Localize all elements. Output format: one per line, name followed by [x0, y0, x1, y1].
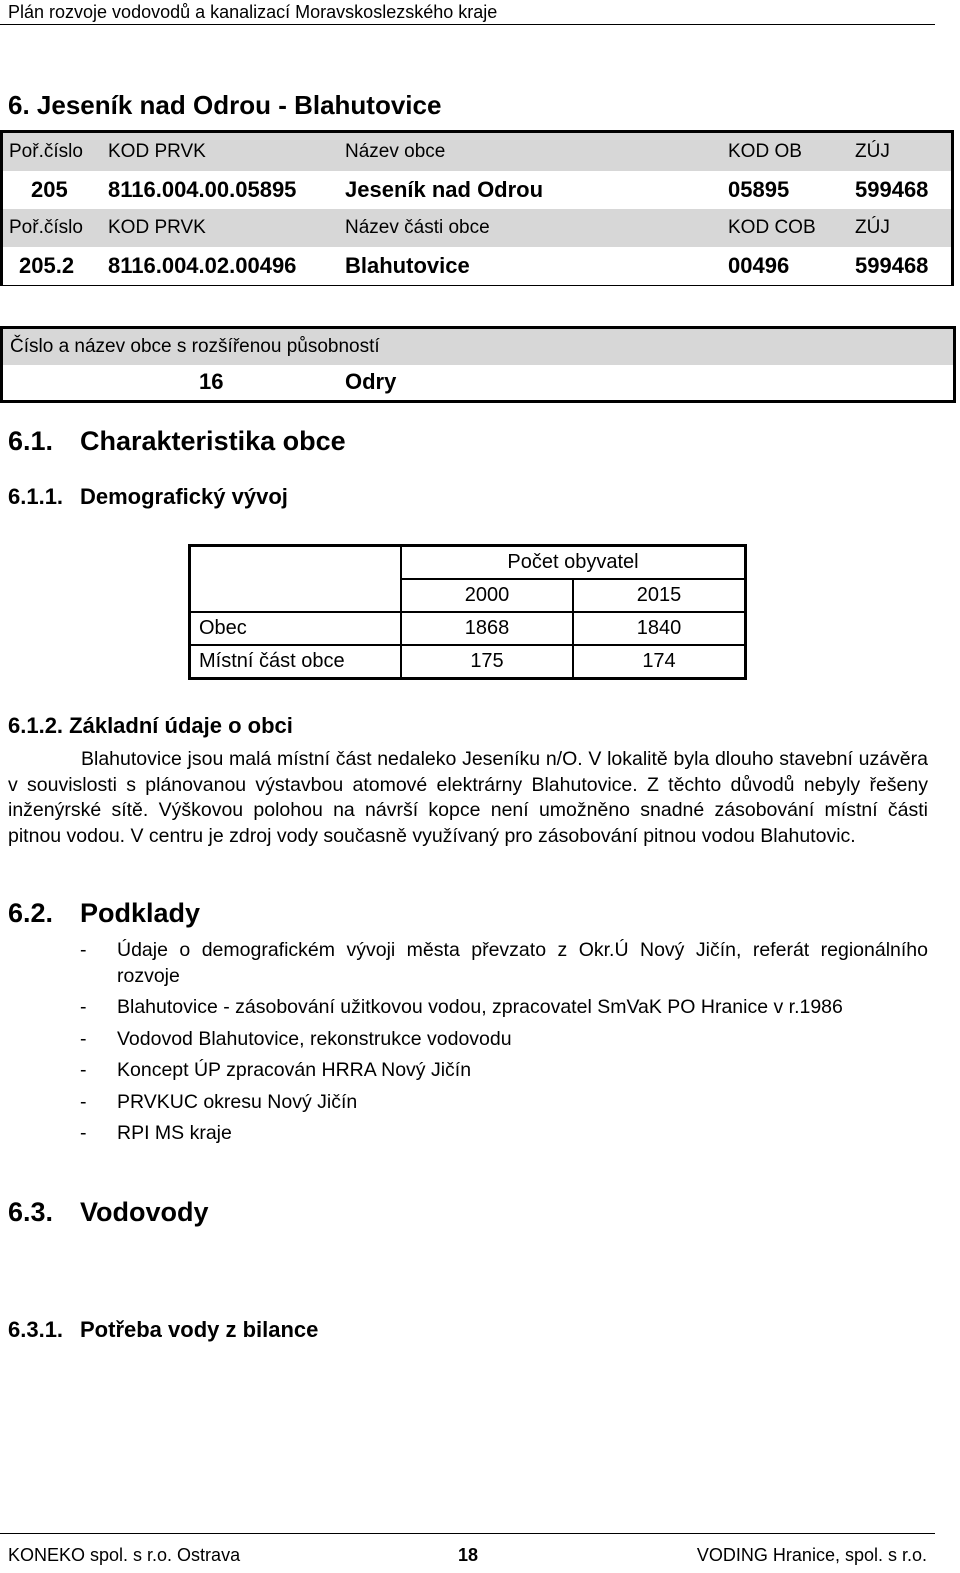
heading-6-3-1 [8, 1317, 319, 1343]
list-item [80, 1121, 928, 1147]
orp-label-row [3, 329, 953, 365]
year-2015: 2015 [573, 579, 746, 612]
source-item-text: Údaje o demografickém vývoji města převzato z Okr.Ú Nový Jičín, referát regionálního rozvoje [117, 939, 928, 987]
header-divider [0, 24, 935, 25]
footer-page-number: 18 [458, 1545, 479, 1565]
obec-2000: 1868 [401, 612, 573, 645]
list-dash: - [80, 939, 87, 961]
source-item-text: Koncept ÚP zpracován HRRA Nový Jičín [117, 1059, 472, 1081]
basic-info-paragraph [8, 747, 928, 849]
heading-6-2 [8, 898, 201, 929]
value-por-cislo: 205 [31, 177, 68, 202]
value-kod-prvk: 8116.004.00.05895 [108, 177, 297, 202]
list-item [80, 1090, 928, 1116]
heading-6-2-number: 6.2. [8, 898, 54, 928]
list-item [80, 938, 928, 989]
orp-label: Číslo a název obce s rozšířenou působností [10, 336, 380, 357]
list-dash: - [80, 1090, 87, 1113]
orp-box [0, 326, 956, 403]
heading-6-1-2: 6.1.2. Základní údaje o obci [8, 713, 293, 738]
section-title: 6. Jeseník nad Odrou - Blahutovice [8, 90, 442, 120]
row-label-obec: Obec [190, 612, 402, 645]
label-kod-ob: KOD OB [728, 141, 802, 162]
list-dash: - [80, 996, 87, 1018]
label-nazev-obce: Název obce [345, 141, 446, 162]
table-row [190, 645, 746, 679]
identification-table [0, 130, 954, 286]
heading-6-3-1-title: Potřeba vody z bilance [80, 1317, 319, 1342]
id-label-row-2 [3, 209, 951, 247]
id-label-row-1 [3, 133, 951, 171]
document-header-title: Plán rozvoje vodovodů a kanalizací Moravskoslezského kraje [8, 2, 498, 22]
heading-6-3-1-number: 6.3.1. [8, 1317, 64, 1342]
footer-left: KONEKO spol. s r.o. Ostrava [8, 1545, 241, 1565]
obec-2015: 1840 [573, 612, 746, 645]
source-item-text: Blahutovice - zásobování užitkovou vodou, zpracovatel SmVaK PO Hranice v r.1986 [117, 996, 843, 1018]
list-dash: - [80, 1059, 87, 1081]
list-dash: - [80, 1027, 87, 1050]
heading-6-1-1-title: Demografický vývoj [80, 484, 288, 509]
heading-6-1-1-number: 6.1.1. [8, 484, 64, 509]
id-value-row-1 [3, 171, 951, 209]
list-dash: - [80, 1122, 87, 1144]
value-por-cislo-2: 205.2 [19, 253, 75, 278]
population-table-corner [190, 546, 402, 613]
label-kod-prvk-2: KOD PRVK [108, 217, 206, 238]
orp-number: 16 [199, 369, 224, 394]
source-item-text: PRVKUC okresu Nový Jičín [117, 1090, 358, 1113]
row-label-mistni-cast: Místní část obce [190, 645, 402, 679]
heading-6-1-1 [8, 484, 288, 510]
footer-divider [0, 1533, 935, 1534]
heading-6-3 [8, 1197, 209, 1228]
population-table-header-row [190, 546, 746, 580]
label-zuj-2: ZÚJ [855, 217, 890, 238]
table-row [190, 612, 746, 645]
heading-6-3-title: Vodovody [80, 1197, 209, 1227]
label-por-cislo-2: Poř.číslo [9, 217, 83, 238]
population-table [188, 544, 747, 680]
list-item [80, 995, 928, 1021]
heading-6-1 [8, 426, 346, 457]
label-kod-cob: KOD COB [728, 217, 816, 238]
value-nazev-obce: Jeseník nad Odrou [345, 177, 544, 202]
mistni-cast-2015: 174 [573, 645, 746, 679]
year-2000: 2000 [401, 579, 573, 612]
basic-info-text: Blahutovice jsou malá místní část nedaleko Jeseníku n/O. V lokalitě byla dlouho stavební uzávěra v souvislosti s plánovanou výstavbou atomové elektrárny Blahutovice. Z těchto důvodů nebyly řešeny inženýrské sítě. Výškovou polohou na návrší kopce není umožněno snadné zásobování místní části pitnou vodou. V centru je zdroj vody současně využívaný pro zásobování pitnou vodou Blahutovic. [8, 748, 928, 847]
value-kod-cob: 00496 [728, 253, 790, 278]
value-nazev-casti-obce: Blahutovice [345, 253, 470, 278]
label-zuj: ZÚJ [855, 141, 890, 162]
mistni-cast-2000: 175 [401, 645, 573, 679]
list-item [80, 1058, 928, 1084]
list-item [80, 1027, 928, 1053]
heading-6-1-number: 6.1. [8, 426, 54, 456]
label-nazev-casti-obce: Název části obce [345, 217, 490, 238]
heading-6-1-title: Charakteristika obce [80, 426, 346, 456]
id-value-row-2 [3, 247, 951, 285]
heading-6-2-title: Podklady [80, 898, 201, 928]
label-por-cislo: Poř.číslo [9, 141, 83, 162]
source-item-text: Vodovod Blahutovice, rekonstrukce vodovodu [117, 1027, 512, 1050]
value-kod-prvk-2: 8116.004.02.00496 [108, 253, 297, 278]
heading-6-3-number: 6.3. [8, 1197, 54, 1227]
value-zuj-2: 599468 [855, 253, 929, 278]
orp-name: Odry [345, 369, 397, 394]
source-item-text: RPI MS kraje [117, 1122, 232, 1144]
value-kod-ob: 05895 [728, 177, 790, 202]
label-kod-prvk: KOD PRVK [108, 141, 206, 162]
sources-list [80, 938, 928, 1153]
population-header: Počet obyvatel [401, 546, 746, 580]
value-zuj: 599468 [855, 177, 929, 202]
footer-right: VODING Hranice, spol. s r.o. [696, 1545, 927, 1565]
